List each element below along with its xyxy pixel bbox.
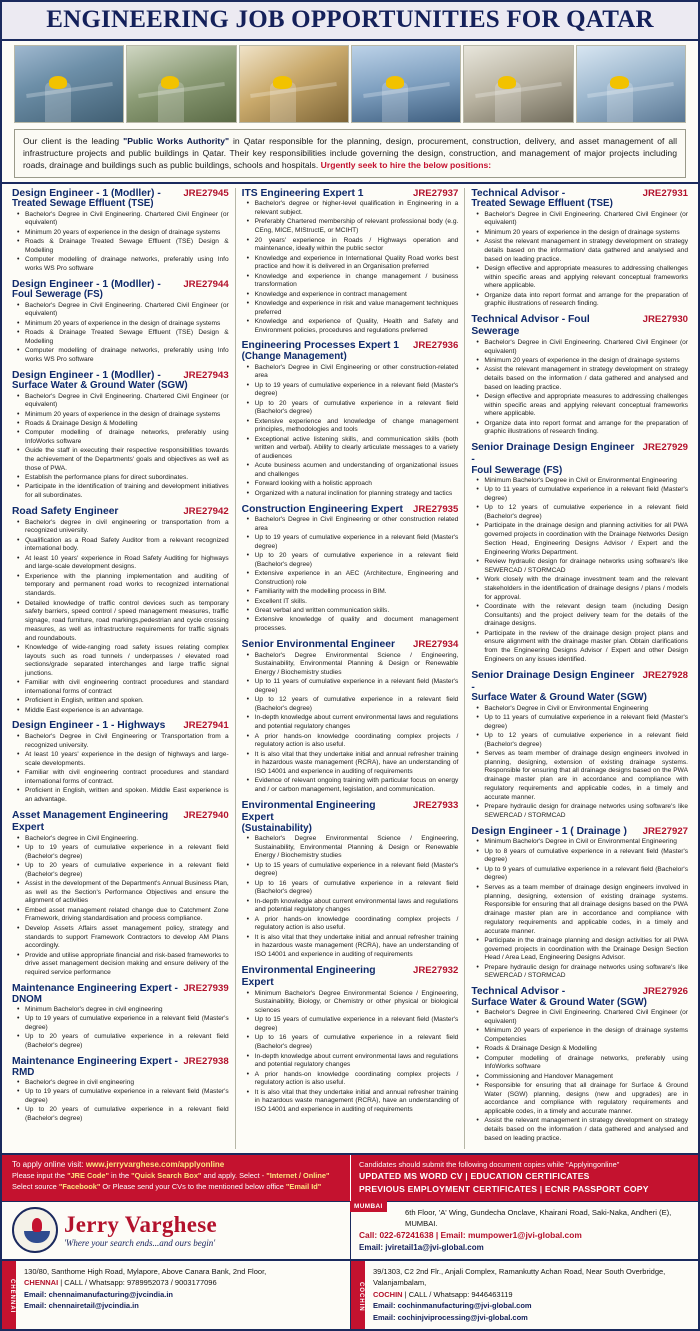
job-requirements	[242, 990, 459, 1115]
list-item: • In-depth knowledge about current environmental laws and regulations and potential regulatory changes	[251, 1053, 459, 1071]
job-subtitle: (Sustainability)	[241, 822, 312, 834]
list-item: • Design effective and appropriate measures to addressing challenges within specific areas and applying relevant conceptual frameworks where applicable.	[480, 393, 688, 419]
job-listing[interactable]	[12, 370, 229, 501]
list-item: • Up to 19 years of cumulative experience in a relevant field (Master's degree)	[21, 1088, 229, 1106]
list-item: • Knowledge and experience in International Quality Road works best practice and how it is delivered in an Organisation preferred	[251, 255, 459, 273]
job-code: JRE27928	[642, 669, 688, 681]
job-code: JRE27944	[183, 278, 229, 290]
job-requirements	[12, 393, 229, 501]
list-item: • Develop Assets Affairs asset management policy, strategy and standards to support Framework Contractors to develop AM Plans accordingly.	[21, 925, 229, 951]
job-title: Design Engineer - 1 - Highways	[12, 720, 166, 732]
job-title: Maintenance Engineering Expert -	[12, 982, 178, 994]
list-item: • Participate in the review of the drainage design project plans and ensure alignment with the drainage master plan. Obtain clarifications from the Engineering Designs Advisor / Expert and other Design Engineers on any issues identified.	[480, 630, 688, 665]
list-item: • It is also vital that they undertake initial and annual refresher training in hazardous waste management (RCRA), have an understanding of ISO 14001 and experience in auditing of requirements	[251, 751, 459, 777]
list-item: • Minimum Bachelor's Degree Environmental Science / Engineering, Sustainability, Biology, or Chemistry or other physical or biological sciences	[251, 990, 459, 1016]
apply-online-line	[12, 1159, 342, 1171]
welding-photo	[239, 45, 349, 123]
apply-source-instruction	[12, 1182, 342, 1193]
list-item: • Up to 19 years of cumulative experience in a relevant field (Master's degree)	[21, 1015, 229, 1033]
job-listing[interactable]	[12, 983, 229, 1051]
list-item: • Establish the performance plans for direct subordinates.	[21, 474, 229, 483]
list-item: • Up to 19 years of cumulative experience in a relevant field (Bachelor's degree)	[21, 844, 229, 862]
list-item: • Experience with the planning implementation and auditing of temporary and permanent road works to recognized international standards.	[21, 573, 229, 599]
list-item: • Up to 16 years of cumulative experience in a relevant field (Bachelor's degree)	[251, 1034, 459, 1052]
list-item: • Minimum Bachelor's Degree in Civil or Environmental Engineering	[480, 838, 688, 847]
job-title: Engineering Processes Expert 1	[241, 340, 400, 352]
job-title: Technical Advisor -	[471, 986, 566, 998]
list-item: • A prior hands-on knowledge coordinating complex projects / regulatory action is also useful.	[251, 1071, 459, 1089]
list-item: • In-depth knowledge about current environmental laws and regulations and potential regulatory changes	[251, 898, 459, 916]
city-tab-chennai: CHENNAI	[2, 1261, 16, 1329]
job-code: JRE27927	[642, 825, 688, 837]
list-item: • Minimum 20 years of experience in the design of drainage systems	[21, 320, 229, 329]
email-id-label: "Email Id"	[285, 1182, 322, 1192]
intro-part-1: Our client is the leading	[23, 136, 124, 146]
job-requirements	[12, 835, 229, 978]
list-item: • Familiar with civil engineering contract procedures and standard international forms of contract.	[21, 769, 229, 787]
job-title: Road Safety Engineer	[12, 505, 119, 517]
list-item: • Computer modelling of drainage networks, preferably using InfoWorks software	[480, 1055, 688, 1073]
list-item: • Responsible for ensuring that all drainage for Surface & Ground Water (SGW) planning, designs (new and upgrades) are in accordance and compliance with regulatory requirements and applicable codes, in a timely and accurate manner.	[480, 1082, 688, 1117]
list-item: • Forward looking with a holistic approach	[251, 480, 459, 489]
list-item: • Assist the relevant management in strategy development on strategy details based on the information/ data gathered and analysed and based on leading practice.	[480, 238, 688, 264]
list-item: • Up to 11 years of cumulative experience in a relevant field (Master's degree)	[480, 714, 688, 732]
job-code: JRE27943	[183, 369, 229, 381]
list-item: • Bachelor's Degree in Civil Engineering or Transportation from a recognized university.	[21, 733, 229, 751]
inspection-photo	[576, 45, 686, 123]
list-item: • Up to 20 years of cumulative experience in a relevant field (Bachelor's degree)	[21, 1106, 229, 1124]
job-listing[interactable]	[242, 965, 459, 1115]
job-subtitle: Foul Sewerage (FS)	[471, 464, 563, 476]
quick-search-box-label: "Quick Search Box"	[131, 1171, 202, 1181]
internet-online-option: "Internet / Online"	[266, 1171, 330, 1181]
job-subtitle: Treated Sewage Effluent (TSE)	[471, 198, 613, 210]
job-requirements	[471, 477, 688, 665]
apply-text-2: in the	[108, 1171, 132, 1181]
list-item: • Assist in the development of the Department's Annual Business Plan, as well as the Section's Performance Objectives and ensure the alignment of activities	[21, 880, 229, 906]
list-item: • Participate in the drainage planning and design activities for all PWA governed projects in coordination with the Drainage Design Section Head / Area Lead, Engineering Designs Advisor.	[480, 937, 688, 963]
list-item: • Bachelor's Degree in Civil Engineering. Chartered Civil Engineer (or equivalent)	[21, 211, 229, 229]
list-item: • Minimum Bachelor's Degree in Civil or Environmental Engineering	[480, 477, 688, 486]
list-item: • Review hydraulic design for drainage networks using software's like SEWERCAD / STORMCAD	[480, 558, 688, 576]
job-subtitle: Treated Sewage Effluent (TSE)	[12, 198, 154, 210]
list-item: • Roads & Drainage Design & Modelling	[21, 420, 229, 429]
job-title: Design Engineer - 1 (Modller) -	[12, 278, 161, 290]
list-item: • Up to 19 years of cumulative experience in a relevant field (Master's degree)	[251, 534, 459, 552]
office-city: COCHIN	[373, 1289, 403, 1299]
list-item: • Up to 15 years of cumulative experience in a relevant field (Master's degree)	[251, 862, 459, 880]
documents-note: Candidates should submit the following document copies while "Applyingonline"	[359, 1159, 620, 1169]
job-subtitle: (Change Management)	[241, 351, 347, 363]
list-item: • Minimum 20 years of experience in the design of drainage systems	[21, 411, 229, 420]
list-item: • Bachelor's Degree in Civil Engineering. Chartered Civil Engineer (or equivalent)	[480, 211, 688, 229]
column-divider	[235, 188, 236, 1149]
list-item: • Up to 12 years of cumulative experience in a relevant field (Bachelor's degree)	[480, 732, 688, 750]
list-item: • Up to 20 years of cumulative experience in a relevant field (Bachelor's degree)	[21, 862, 229, 880]
apply-online-label: To apply online visit:	[12, 1159, 84, 1169]
list-item: • Knowledge and experience of Quality, Health and Safety and Environment policies, procedures and regulations preferred	[251, 318, 459, 336]
intro-part-2: in Qatar responsible for the planning, design, procurement, construction, delivery, and asset management of all infrastructure projects and public buildings in Qatar. Their key responsibilities include governing the design, construction, and management of major projects including roads, drainage and buildings such as public buildings, schools and hospitals.	[23, 136, 677, 171]
office-phone: | CALL / Whatsapp: 9446463119	[402, 1289, 513, 1299]
job-code: JRE27942	[183, 505, 229, 517]
job-requirements	[242, 364, 459, 499]
list-item: • Up to 9 years of cumulative experience in a relevant field (Bachelor's degree)	[480, 866, 688, 884]
apply-instructions-band	[2, 1153, 698, 1201]
documents-line-2: PREVIOUS EMPLOYMENT CERTIFICATES | ECNR PASSPORT COPY	[359, 1183, 649, 1194]
list-item: • At least 10 years' experience in Road Safety Auditing for highways and large-scale development designs.	[21, 555, 229, 573]
job-requirements	[12, 211, 229, 274]
list-item: • Up to 15 years of cumulative experience in a relevant field (Master's degree)	[251, 1016, 459, 1034]
job-listing[interactable]	[242, 188, 459, 336]
job-requirements	[12, 519, 229, 716]
intro-client-name: "Public Works Authority"	[123, 136, 230, 146]
list-item: • Extensive experience in an AEC (Architecture, Engineering and Construction) role	[251, 570, 459, 588]
job-subtitle: Surface Water & Ground Water (SGW)	[471, 996, 647, 1008]
city-tab-mumbai: MUMBAI	[350, 1201, 387, 1213]
job-requirements	[471, 705, 688, 821]
apply-text-4: Select source	[12, 1182, 59, 1192]
list-item: • Evidence of relevant ongoing training with particular focus on energy and / or carbon management, legislation, and communication.	[251, 777, 459, 795]
list-item: • Computer modelling of drainage networks, preferably using Info works WS Pro software	[21, 256, 229, 274]
office-address: 130/80, Santhome High Road, Mylapore, Above Canara Bank, 2nd Floor,	[24, 1267, 267, 1277]
list-item: • Roads & Drainage Design & Modelling	[480, 1045, 688, 1054]
list-item: • Computer modelling of drainage networks, preferably using InfoWorks software	[21, 429, 229, 447]
job-title: Senior Drainage Design Engineer -	[471, 442, 635, 466]
list-item: • Minimum 20 years of experience in the design of drainage systems	[480, 357, 688, 366]
list-item: • Bachelor's Degree in Civil Engineering. Chartered Civil Engineer (or equivalent)	[21, 393, 229, 411]
job-subtitle: Surface Water & Ground Water (SGW)	[12, 380, 188, 392]
list-item: • Qualification as a Road Safety Auditor from a relevant recognized international body.	[21, 537, 229, 555]
company-tagline: 'Where your search ends...and ours begin'	[64, 1237, 216, 1248]
job-title: Senior Environmental Engineer	[241, 638, 395, 650]
job-requirements	[242, 835, 459, 960]
job-listing[interactable]	[471, 670, 688, 821]
job-requirements	[12, 1079, 229, 1124]
job-requirements	[471, 1009, 688, 1143]
list-item: • Roads & Drainage Treated Sewage Effluent (TSE) Design & Modelling	[21, 329, 229, 347]
list-item: • Up to 8 years of cumulative experience in a relevant field (Master's degree)	[480, 848, 688, 866]
list-item: • It is also vital that they undertake initial and annual refresher training in hazardous waste management (RCRA), have an understanding of ISO 14001 and experience in auditing of requirements	[251, 934, 459, 960]
list-item: • Organized with a natural inclination for planning strategy and tactics	[251, 490, 459, 499]
list-item: • Middle East experience is an advantage.	[21, 707, 229, 716]
excavation-photo	[126, 45, 236, 123]
job-requirements	[242, 652, 459, 795]
list-item: • Familiarity with the modelling process in BIM.	[251, 588, 459, 597]
list-item: • Bachelor's degree in civil engineering or transportation from a recognized university.	[21, 519, 229, 537]
list-item: • Knowledge and experience in contract management	[251, 291, 459, 300]
company-branding-row	[2, 1201, 698, 1259]
intro-urgent-note: Urgently seek to hire the below positions:	[320, 160, 492, 171]
job-requirements	[12, 733, 229, 805]
branch-offices	[2, 1259, 698, 1329]
job-column-3	[471, 188, 688, 1149]
job-subtitle: RMD	[12, 1066, 35, 1078]
company-identity	[2, 1202, 350, 1259]
list-item: • Organize data into report format and arrange for the preparation of graphic illustrations of research finding.	[480, 420, 688, 438]
job-code: JRE27937	[413, 187, 459, 199]
job-title: Technical Advisor - Foul Sewerage	[471, 314, 590, 337]
list-item: • At least 10 years' experience in the design of highways and large-scale developments.	[21, 751, 229, 769]
list-item: • In-depth knowledge about current environmental laws and regulations and potential regulatory changes	[251, 714, 459, 732]
list-item: • Up to 16 years of cumulative experience in a relevant field (Bachelor's degree)	[251, 880, 459, 898]
job-listing[interactable]	[12, 1056, 229, 1124]
job-title: Design Engineer - 1 (Modller) -	[12, 369, 161, 381]
job-title: ITS Engineering Expert 1	[241, 187, 364, 199]
blueprint-photo	[463, 45, 573, 123]
list-item: • Bachelor's Degree in Civil Engineering. Chartered Civil Engineer (or equivalent)	[480, 339, 688, 357]
page-title: ENGINEERING JOB OPPORTUNITIES FOR QATAR	[46, 6, 654, 33]
list-item: • Organize data into report format and arrange for the preparation of graphic illustrations of research finding.	[480, 292, 688, 310]
job-title: Environmental Engineering Expert	[241, 965, 376, 988]
jre-code-label: "JRE Code"	[67, 1171, 109, 1181]
job-code: JRE27933	[413, 799, 459, 811]
company-name: Jerry Varghese	[64, 1211, 218, 1237]
office-address: 39/1303, C2 2nd Flr., Anjali Complex, Ramankutty Achan Road, Near South Overbridge, Valanjambalam,	[373, 1267, 666, 1288]
list-item: • Familiar with civil engineering contract procedures and standard international forms of contract	[21, 679, 229, 697]
list-item: • Great verbal and written communication skills.	[251, 607, 459, 616]
job-code: JRE27945	[183, 187, 229, 199]
list-item: • Up to 19 years of cumulative experience in a relevant field (Master's degree)	[251, 382, 459, 400]
job-code: JRE27936	[413, 340, 459, 352]
job-listing[interactable]	[12, 506, 229, 716]
list-item: • 20 years' experience in Roads / Highways operation and maintenance, ideally within the public sector	[251, 237, 459, 255]
list-item: • Embed asset management related change due to Catchment Zone Framework, driving standardisation and process compliance.	[21, 907, 229, 925]
apply-url-link[interactable]: www.jerryvarghese.com/applyonline	[85, 1159, 225, 1169]
list-item: • Bachelor's Degree in Civil Engineering. Chartered Civil Engineer (or equivalent)	[480, 1009, 688, 1027]
job-title: Design Engineer - 1 (Modller) -	[12, 187, 161, 199]
job-code: JRE27930	[642, 314, 688, 326]
job-listing[interactable]	[12, 188, 229, 274]
list-item: • Minimum Bachelor's degree in civil engineering	[21, 1006, 229, 1015]
required-documents	[350, 1155, 698, 1201]
list-item: • Bachelor's Degree in Civil Engineering. Chartered Civil Engineer (or equivalent)	[21, 302, 229, 320]
job-subtitle: Foul Sewerage (FS)	[12, 289, 103, 301]
list-item: • Assist the relevant management in strategy development on strategy details based on the information / data gathered and analysed and based on leading practice.	[480, 366, 688, 392]
apply-text-3: and apply. Select -	[201, 1171, 267, 1181]
apply-text-1: Please input the	[12, 1171, 68, 1181]
office-phone-line[interactable]	[373, 1289, 690, 1300]
job-code: JRE27926	[642, 986, 688, 998]
list-item: • Proficient in English, written and spoken.	[21, 697, 229, 706]
job-listing[interactable]	[242, 340, 459, 498]
job-title: Technical Advisor -	[471, 187, 566, 199]
job-requirements	[471, 838, 688, 981]
list-item: • Acute business acumen and understanding of organizational issues and challenges	[251, 462, 459, 480]
job-column-1	[12, 188, 229, 1129]
job-column-2	[242, 188, 459, 1120]
list-item: • Bachelor's Degree in Civil or Environmental Engineering	[480, 705, 688, 714]
list-item: • Roads & Drainage Treated Sewage Effluent (TSE) Design & Modelling	[21, 238, 229, 256]
list-item: • Prepare hydraulic design for drainage networks using software's like SEWERCAD / STORMCAD	[480, 964, 688, 982]
job-listing[interactable]	[471, 188, 688, 310]
list-item: • Provide and utilise appropriate financial and risk-based frameworks to drive asset management decision making and ensure delivery of the required service performance	[21, 952, 229, 978]
list-item: • Minimum 20 years of experience in the design of drainage systems	[480, 229, 688, 238]
list-item: • Participate in the drainage design and planning activities for all PWA governed projects in coordination with the Drainage Networks Design Section Head, Engineering Designs Advisor / Expert and the Engineering Works Department.	[480, 522, 688, 557]
job-code: JRE27938	[183, 1055, 229, 1067]
list-item: • Extensive knowledge of quality and document management processes.	[251, 616, 459, 634]
apply-text-5: Or Please send your CVs to the mentioned below office	[100, 1182, 286, 1192]
job-listings	[2, 184, 698, 1151]
list-item: • Bachelor's degree in civil engineering	[21, 1079, 229, 1088]
list-item: • Knowledge and experience in risk and value management techniques preferred	[251, 300, 459, 318]
job-code: JRE27939	[183, 982, 229, 994]
job-listing[interactable]	[242, 800, 459, 960]
list-item: • A prior hands-on knowledge coordinating complex projects / regulatory action is also useful.	[251, 733, 459, 751]
job-title: Design Engineer - 1 ( Drainage )	[471, 825, 627, 837]
list-item: • Bachelor's degree in Civil Engineering.	[21, 835, 229, 844]
job-code: JRE27934	[413, 638, 459, 650]
list-item: • Serves as team member of drainage design engineers involved in planning, designing, extension of existing drainage systems. Responsible for ensuring that all drainage designs based on the PWA drainage master plan are in accordance and compliance with regulatory requirements and applicable codes, in a timely and accurate manner.	[480, 750, 688, 803]
job-subtitle: DNOM	[12, 993, 42, 1005]
job-requirements	[471, 339, 688, 437]
list-item: • Bachelor's Degree Environmental Science / Engineering, Sustainability, Environmental Planning & Design or Renewable Energy / Biochemistry studies	[251, 652, 459, 678]
cochin-office	[350, 1261, 698, 1329]
office-address: 6th Floor, 'A' Wing, Gundecha Onclave, Khairani Road, Saki-Naka, Andheri (E), MUMBAI.	[405, 1207, 672, 1229]
list-item: • Design effective and appropriate measures to addressing challenges within specific areas and applying relevant conceptual frameworks where applicable.	[480, 265, 688, 291]
list-item: • Assist the relevant management in strategy development on strategy details based on the information / data gathered and analysed and based on leading practice.	[480, 1117, 688, 1143]
office-email-2[interactable]: Email: cochinjviprocessing@jvi-global.com	[373, 1312, 528, 1322]
office-phone: | CALL / Whatsapp: 9789952073 / 9003177096	[58, 1278, 217, 1288]
job-listing[interactable]	[242, 504, 459, 634]
list-item: • Up to 20 years of cumulative experience in a relevant field (Bachelor's degree)	[251, 400, 459, 418]
site-engineers-photo	[351, 45, 461, 123]
mumbai-office-contact	[350, 1202, 698, 1259]
job-listing[interactable]	[471, 826, 688, 982]
job-requirements	[12, 1006, 229, 1051]
office-email[interactable]: Email: jviretail1a@jvi-global.com	[359, 1243, 484, 1253]
list-item: • Work closely with the drainage investment team and the relevant stakeholders in the identification of drainage designs / plans / models for approval.	[480, 576, 688, 602]
job-requirements	[242, 200, 459, 335]
list-item: • Prepare hydraulic design for drainage networks using software's like SEWERCAD / STORMCAD	[480, 803, 688, 821]
list-item: • Knowledge and experience in change management / business transformation	[251, 273, 459, 291]
job-subtitle: Surface Water & Ground Water (SGW)	[471, 692, 647, 704]
job-requirements	[471, 211, 688, 309]
job-title: Construction Engineering Expert	[241, 503, 403, 515]
office-phone-email[interactable]: Call: 022-67241638 | Email: mumpower1@jvi-global.com	[359, 1230, 582, 1241]
pipeline-photo	[14, 45, 124, 123]
chennai-office	[2, 1261, 350, 1329]
facebook-option: "Facebook"	[58, 1182, 101, 1192]
office-email-2[interactable]: Email: chennairetail@jvcindia.in	[24, 1301, 139, 1311]
list-item: • Commissioning and Handover Management	[480, 1073, 688, 1082]
list-item: • Bachelor's Degree in Civil Engineering or other construction related area	[251, 516, 459, 534]
client-introduction	[14, 129, 686, 178]
list-item: • Extensive experience and knowledge of change management principles, methodologies and tools	[251, 418, 459, 436]
job-listing[interactable]	[471, 986, 688, 1144]
list-item: • Bachelor's Degree Environmental Science / Engineering, Sustainability, Environmental Planning & Design or Renewable Energy / Biochemistry studies	[251, 835, 459, 861]
job-title: Asset Management Engineering Expert	[12, 809, 169, 833]
job-title: Senior Drainage Design Engineer -	[471, 669, 635, 693]
job-listing[interactable]	[471, 314, 688, 437]
list-item: • Exceptional active listening skills, and communication skills (both written and verbal). Ability to clearly articulate messages to a variety of audiences	[251, 436, 459, 462]
job-title: Environmental Engineering Expert	[241, 799, 376, 823]
list-item: • Coordinate with the relevant design team (including Design Consultants) and the project delivery team for the details of the drainage designs.	[480, 603, 688, 629]
office-city: CHENNAI	[24, 1278, 59, 1288]
job-code: JRE27929	[642, 442, 688, 454]
office-email-1[interactable]: Email: chennaimanufacturing@jvcindia.in	[24, 1289, 174, 1299]
job-listing[interactable]	[12, 279, 229, 365]
job-code: JRE27935	[413, 503, 459, 515]
documents-line-1: UPDATED MS WORD CV | EDUCATION CERTIFICATES	[359, 1170, 590, 1181]
job-listing[interactable]	[242, 639, 459, 795]
list-item: • It is also vital that they undertake initial and annual refresher training in hazardous waste management (RCRA), have an understanding of ISO 14001 and experience in auditing of requirements	[251, 1089, 459, 1115]
list-item: • Bachelor's Degree in Civil Engineering or other construction-related area	[251, 364, 459, 382]
job-code: JRE27932	[413, 965, 459, 976]
column-divider	[464, 188, 465, 1149]
city-tab-cochin: COCHIN	[351, 1261, 365, 1329]
list-item: • Up to 11 years of cumulative experience in a relevant field (Master's degree)	[251, 678, 459, 696]
office-email-1[interactable]: Email: cochinmanufacturing@jvi-global.com	[373, 1301, 532, 1311]
list-item: • Up to 12 years of cumulative experience in a relevant field (Bachelor's degree)	[251, 696, 459, 714]
apply-code-instruction	[12, 1171, 342, 1182]
job-code: JRE27931	[642, 187, 688, 199]
job-listing[interactable]	[12, 810, 229, 978]
list-item: • Up to 11 years of cumulative experience in a relevant field (Master's degree)	[480, 486, 688, 504]
apply-online-instructions	[2, 1155, 350, 1201]
list-item: • Preferably Chartered membership of relevant professional body (e.g. CEng, MICE, MIStructE, or MCIHT)	[251, 218, 459, 236]
list-item: • Detailed knowledge of traffic control devices such as temporary safety barriers, speed control / speed management measures, traffic signage, road furniture, road markings,pedestrian and cycle crossing measures, as well as infrastructure requirements for traffic signals and roundabouts.	[21, 600, 229, 644]
list-item: • Serves as a team member of drainage design engineers involved in planning, designing, extension of existing drainage systems. Responsible for ensuring that all drainage designs based on the PWA drainage master plan are in accordance and compliance with regulatory requirements and applicable codes, in a timely and accurate manner.	[480, 884, 688, 937]
job-listing[interactable]	[12, 720, 229, 804]
job-listing[interactable]	[471, 442, 688, 665]
list-item: • Up to 20 years of cumulative experience in a relevant field (Bachelor's degree)	[21, 1033, 229, 1051]
list-item: • Up to 20 years of cumulative experience in a relevant field (Bachelor's degree)	[251, 552, 459, 570]
job-requirements	[242, 516, 459, 633]
list-item: • Minimum 20 years of experience in the design of drainage systems Competencies	[480, 1027, 688, 1045]
list-item: • Minimum 20 years of experience in the design of drainage systems	[21, 229, 229, 238]
photo-strip	[2, 41, 698, 126]
list-item: • Computer modelling of drainage networks, preferably using Info works WS Pro software	[21, 347, 229, 365]
globe-flame-logo-icon	[12, 1207, 58, 1253]
list-item: • Bachelor's degree or higher-level qualification in Engineering in a relevant subject.	[251, 200, 459, 218]
list-item: • Guide the staff in executing their respective responsibilities towards the achievement of the Departments' goals and objectives as well as those of PWA.	[21, 447, 229, 473]
list-item: • Proficient in English, written and spoken. Middle East experience is an advantage.	[21, 787, 229, 805]
page-header	[2, 2, 698, 41]
office-phone-line[interactable]	[24, 1277, 342, 1288]
job-code: JRE27941	[183, 720, 229, 732]
list-item: • Up to 12 years of cumulative experience in a relevant field (Bachelor's degree)	[480, 504, 688, 522]
list-item: • Participate in the identification of training and development initiatives for all subordinates.	[21, 483, 229, 501]
job-title: Maintenance Engineering Expert -	[12, 1055, 178, 1067]
list-item: • A prior hands-on knowledge coordinating complex projects / regulatory action is also useful.	[251, 916, 459, 934]
job-code: JRE27940	[183, 809, 229, 821]
list-item: • Excellent IT skills.	[251, 598, 459, 607]
list-item: • Knowledge of wide-ranging road safety issues relating complex layouts such as road tunnels / underpasses / elevated road sections/grade separated interchanges and large traffic signal junctions.	[21, 644, 229, 679]
job-requirements	[12, 302, 229, 365]
